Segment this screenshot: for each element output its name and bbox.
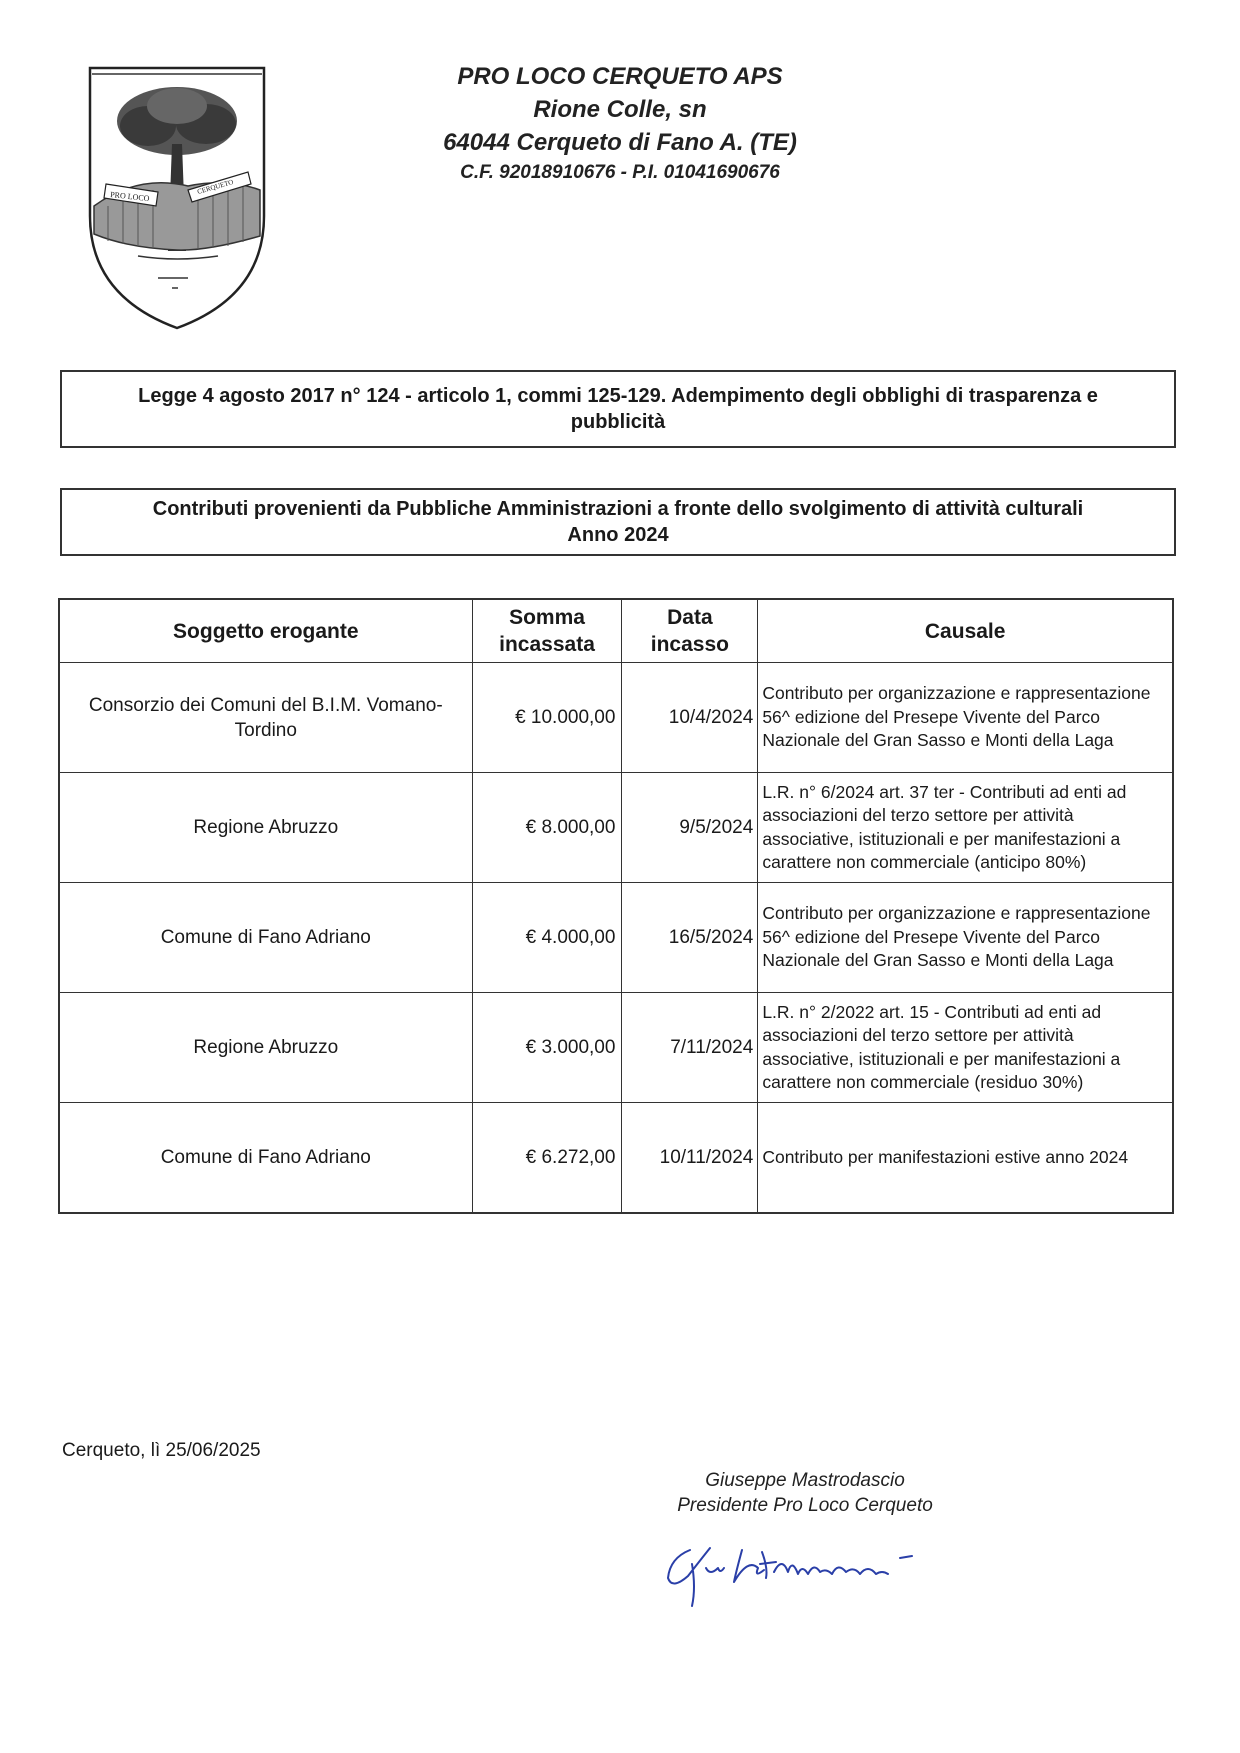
cell-somma: € 10.000,00 [472,663,622,773]
table-row [59,773,1173,883]
table-row [59,993,1173,1103]
pro-loco-crest-logo [88,66,266,330]
document-year: Anno 2024 [567,524,669,546]
cell-soggetto: Comune di Fano Adriano [59,883,472,993]
cell-data: 7/11/2024 [622,993,758,1103]
law-reference-line1: Legge 4 agosto 2017 n° 124 - articolo 1, commi 125-129. Adempimento degli obblighi di trasparenza e [138,385,1098,407]
cell-somma: € 8.000,00 [472,773,622,883]
org-name: PRO LOCO CERQUETO APS [457,63,783,90]
law-reference-box [60,370,1176,448]
law-reference-line2: pubblicità [570,411,666,433]
place-and-date: Cerqueto, lì 25/06/2025 [62,1440,261,1461]
handwritten-signature [650,1528,950,1608]
header-soggetto: Soggetto erogante [59,599,472,663]
svg-text:PRO LOCO: PRO LOCO [109,190,150,204]
cell-somma: € 4.000,00 [472,883,622,993]
cell-somma: € 3.000,00 [472,993,622,1103]
table-row [59,1103,1173,1213]
cell-data: 10/4/2024 [622,663,758,773]
org-address-street: Rione Colle, sn [533,96,707,123]
table-row [59,663,1173,773]
cell-causale: Contributo per organizzazione e rappresentazione 56^ edizione del Presepe Vivente del Parco Nazionale del Gran Sasso e Monti della Laga [758,883,1173,993]
signer-role: Presidente Pro Loco Cerqueto [677,1495,933,1516]
header-somma: Somma incassata [472,599,622,663]
cell-soggetto: Regione Abruzzo [59,773,472,883]
contributions-table [58,598,1174,1214]
table-row [59,883,1173,993]
cell-soggetto: Comune di Fano Adriano [59,1103,472,1213]
document-title: Contributi provenienti da Pubbliche Amministrazioni a fronte dello svolgimento di attività culturali [152,498,1084,520]
cell-soggetto: Regione Abruzzo [59,993,472,1103]
svg-text:CERQUETO: CERQUETO [196,177,235,196]
signer-name: Giuseppe Mastrodascio [705,1470,905,1491]
table-header-row [59,599,1173,663]
cell-causale: Contributo per manifestazioni estive anno 2024 [758,1103,1173,1213]
document-title-box [60,488,1176,556]
org-address-city: 64044 Cerqueto di Fano A. (TE) [443,129,797,156]
cell-causale: L.R. n° 6/2024 art. 37 ter - Contributi ad enti ad associazioni del terzo settore per attività associative, istituzionali e per manifestazioni a carattere non commerciale (anticipo 80%) [758,773,1173,883]
org-fiscal-codes: C.F. 92018910676 - P.I. 01041690676 [460,162,780,183]
cell-data: 10/11/2024 [622,1103,758,1213]
cell-data: 9/5/2024 [622,773,758,883]
header-data: Data incasso [622,599,758,663]
cell-causale: Contributo per organizzazione e rappresentazione 56^ edizione del Presepe Vivente del Parco Nazionale del Gran Sasso e Monti della Laga [758,663,1173,773]
cell-soggetto: Consorzio dei Comuni del B.I.M. Vomano-Tordino [59,663,472,773]
letterhead [330,60,910,187]
header-causale: Causale [758,599,1173,663]
signature-block [640,1468,970,1518]
cell-causale: L.R. n° 2/2022 art. 15 - Contributi ad enti ad associazioni del terzo settore per attività associative, istituzionali e per manifestazioni a carattere non commerciale (residuo 30%) [758,993,1173,1103]
cell-data: 16/5/2024 [622,883,758,993]
cell-somma: € 6.272,00 [472,1103,622,1213]
